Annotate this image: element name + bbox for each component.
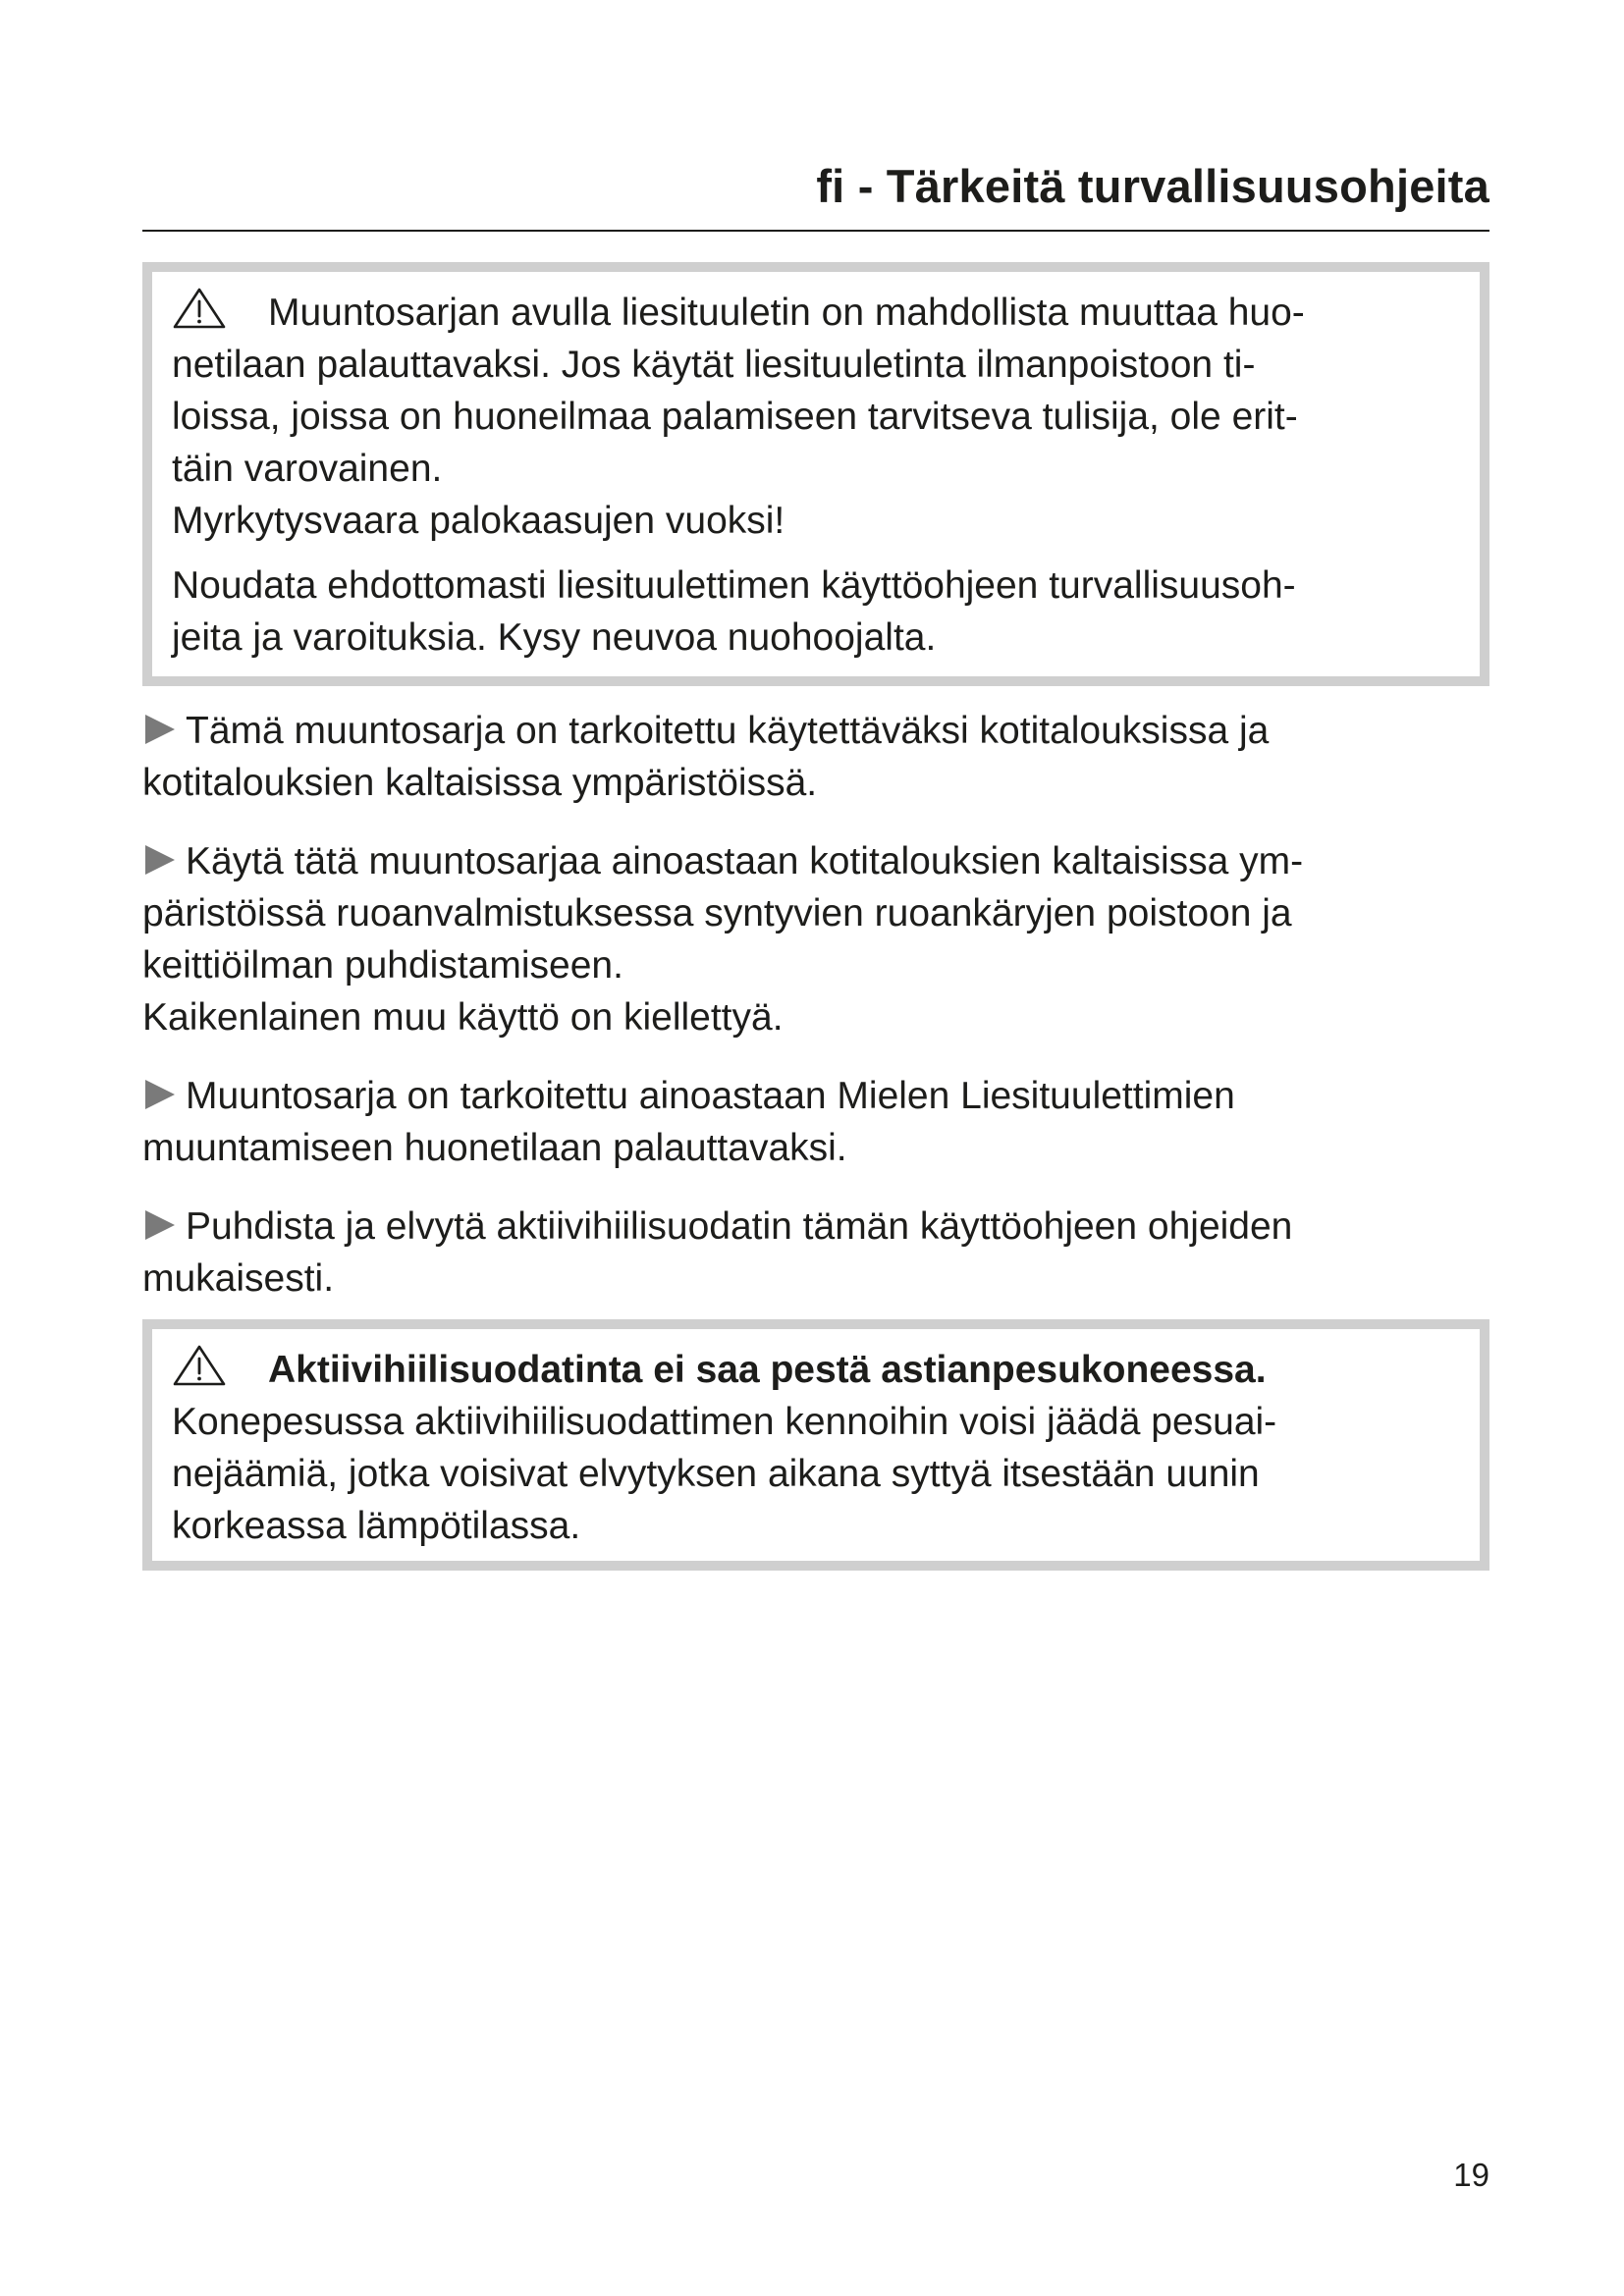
warning-text: Muuntosarjan avulla liesituuletin on mahdollista muuttaa huo- [268, 292, 1305, 334]
list-item [142, 1201, 1489, 1305]
list-item-text: Puhdista ja elvytä aktiivihiilisuodatin tämän käyttöohjeen ohjeiden [186, 1205, 1293, 1248]
list-item-line [142, 705, 1489, 757]
warning-box-fire-hazard [142, 262, 1489, 686]
list-item-line: muuntamiseen huonetilaan palauttavaksi. [142, 1127, 847, 1169]
warning-line: nejäämiä, jotka voisivat elvytyksen aikana syttyä itsestään uunin [172, 1453, 1260, 1495]
list-item [142, 835, 1489, 1043]
arrow-bullet-icon [142, 1208, 178, 1242]
list-item-text: Muuntosarja on tarkoitettu ainoastaan Mielen Liesituulettimien [186, 1075, 1235, 1117]
warning-box-dishwasher [142, 1319, 1489, 1571]
arrow-bullet-icon [142, 713, 178, 746]
list-item-line: keittiöilman puhdistamiseen. [142, 944, 623, 987]
page-header [142, 157, 1489, 232]
list-item [142, 1070, 1489, 1174]
list-item-text: Käytä tätä muuntosarjaa ainoastaan kotitalouksien kaltaisissa ym- [186, 840, 1304, 882]
instruction-list [142, 705, 1489, 1331]
warning-line: korkeassa lämpötilassa. [172, 1505, 581, 1547]
page-number: 19 [1453, 2157, 1489, 2193]
list-item-line [142, 835, 1489, 887]
list-item-line: kotitalouksien kaltaisissa ympäristöissä. [142, 762, 818, 804]
warning-heading: Aktiivihiilisuodatinta ei saa pestä astianpesukoneessa. [268, 1349, 1267, 1391]
warning-note-line: Noudata ehdottomasti liesituulettimen käyttöohjeen turvallisuusoh- [172, 564, 1296, 607]
list-item-text: Tämä muuntosarja on tarkoitettu käytettäväksi kotitalouksissa ja [186, 710, 1270, 752]
page-title: fi - Tärkeitä turvallisuusohjeita [816, 160, 1489, 212]
warning-line: netilaan palauttavaksi. Jos käytät liesituuletinta ilmanpoistoon ti- [172, 344, 1256, 386]
list-item-line: mukaisesti. [142, 1257, 335, 1300]
list-item-line: päristöissä ruoanvalmistuksessa syntyvien ruoankäryjen poistoon ja [142, 892, 1292, 934]
list-item-line: Kaikenlainen muu käyttö on kiellettyä. [142, 996, 784, 1039]
warning-line [172, 287, 1460, 339]
warning-line: Myrkytysvaara palokaasujen vuoksi! [172, 500, 785, 542]
warning-line: täin varovainen. [172, 448, 443, 490]
warning-heading-line [172, 1344, 1460, 1396]
warning-triangle-icon [172, 287, 227, 330]
warning-line: loissa, joissa on huoneilmaa palamiseen tarvitseva tulisija, ole erit- [172, 396, 1298, 438]
warning-triangle-icon [172, 1344, 227, 1387]
arrow-bullet-icon [142, 1078, 178, 1111]
list-item [142, 705, 1489, 809]
warning-line: Konepesussa aktiivihiilisuodattimen kennoihin voisi jäädä pesuai- [172, 1401, 1277, 1443]
list-item-line [142, 1070, 1489, 1122]
warning-note-line: jeita ja varoituksia. Kysy neuvoa nuohoojalta. [172, 616, 937, 659]
arrow-bullet-icon [142, 843, 178, 877]
list-item-line [142, 1201, 1489, 1253]
